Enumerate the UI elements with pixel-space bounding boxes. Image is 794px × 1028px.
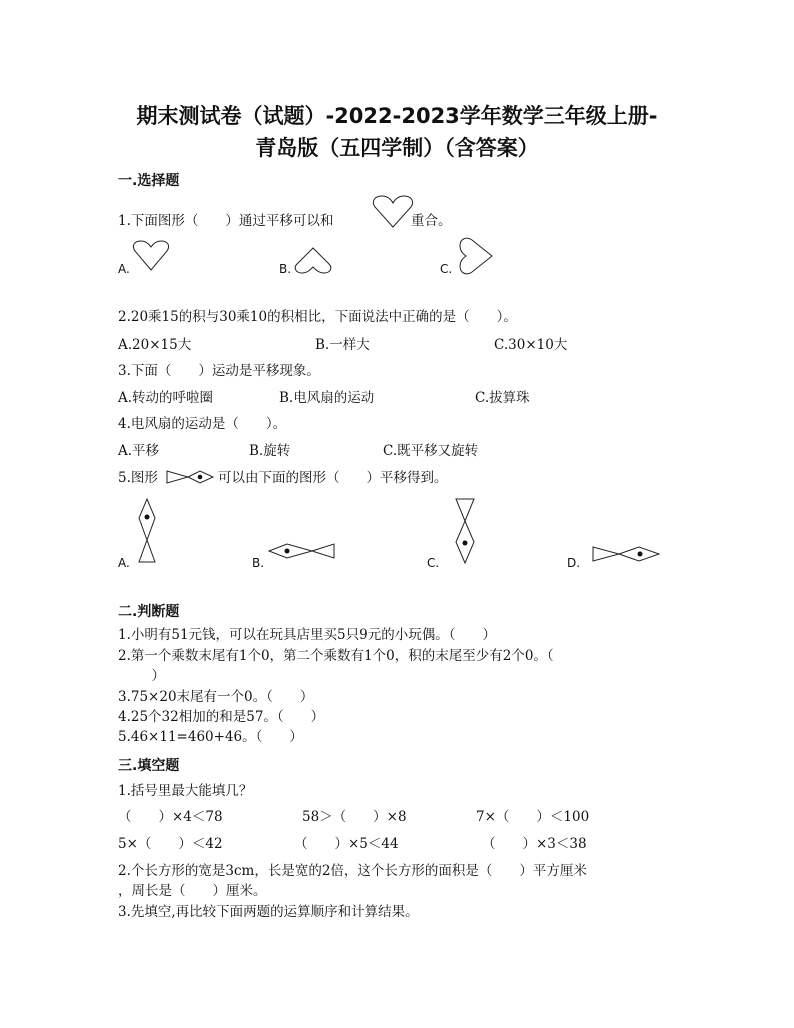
question-4-text: 4.电风扇的运动是（ ）。: [118, 416, 287, 432]
fish-shape-option-d: [592, 546, 660, 562]
fill-question-1-text: 1.括号里最大能填几？: [118, 783, 253, 799]
question-4-option-a: A.平移: [118, 443, 160, 459]
question-3-option-a: A.转动的呼啦圈: [118, 390, 214, 406]
fill-question-2-line-1: 2.个长方形的宽是3cm，长是宽的2倍，这个长方形的面积是（ ）平方厘米: [118, 863, 587, 879]
question-2-text: 2.20乘15的积与30乘10的积相比，下面说法中正确的是（ ）。: [118, 309, 517, 325]
question-1-text: 1.下面图形（ ）通过平移可以和: [118, 213, 334, 229]
question-1-text-end: 重合。: [411, 213, 452, 229]
judgment-item-2: 2.第一个乘数末尾有1个0，第二个乘数有1个0，积的末尾至少有2个0。（: [118, 648, 554, 664]
fish-shape-option-a: [138, 498, 156, 564]
question-3-option-c: C.拔算珠: [475, 390, 530, 406]
section-heading-judgment: 二.判断题: [118, 604, 180, 620]
question-4-option-c: C.既平移又旋转: [383, 443, 479, 459]
question-1-option-c-label: C.: [440, 262, 453, 276]
judgment-item-2-continued: ）: [138, 668, 165, 684]
fill-question-1-row-1-item-1: （ ）×4＜78: [118, 809, 223, 825]
fill-question-1-row-2-item-3: （ ）×3＜38: [482, 836, 587, 852]
judgment-item-1: 1.小明有51元钱，可以在玩具店里买5只9元的小玩偶。（ ）: [118, 627, 496, 643]
question-5-option-b-label: B.: [252, 556, 265, 570]
judgment-item-4: 4.25个32相加的和是57。（ ）: [118, 709, 325, 725]
fill-question-1-row-2-item-2: （ ）×5＜44: [294, 836, 399, 852]
heart-shape-option-c: [454, 237, 494, 275]
page-title-line-2: 青岛版（五四学制）（含答案）: [255, 136, 539, 160]
question-5-option-c-label: C.: [427, 556, 440, 570]
judgment-item-5: 5.46×11=460+46。（ ）: [118, 729, 303, 745]
fill-question-1-row-1-item-2: 58＞（ ）×8: [302, 809, 407, 825]
heart-shape-option-b: [293, 246, 333, 274]
question-2-option-b: B.一样大: [315, 337, 370, 353]
heart-shape-reference: [372, 195, 414, 229]
question-5-option-a-label: A.: [118, 556, 130, 570]
section-heading-fill-in: 三.填空题: [118, 758, 180, 774]
question-5-option-d-label: D.: [567, 556, 581, 570]
page-title-line-1: 期末测试卷（试题）-2022-2023学年数学三年级上册-: [136, 104, 658, 128]
fill-question-1-row-2-item-1: 5×（ ）＜42: [118, 836, 223, 852]
question-2-option-a: A.20×15大: [118, 337, 192, 353]
fish-shape-option-b: [268, 543, 336, 559]
question-2-option-c: C.30×10大: [494, 337, 568, 353]
fill-question-2-line-2: ，周长是（ ）厘米。: [118, 883, 267, 899]
fish-shape-reference: [166, 470, 214, 484]
question-5-text: 5.图形: [118, 470, 158, 486]
question-5-text-end: 可以由下面的图形（ ）平移得到。: [218, 470, 448, 486]
question-3-text: 3.下面（ ）运动是平移现象。: [118, 363, 320, 379]
question-3-option-b: B.电风扇的运动: [279, 390, 375, 406]
question-1-option-b-label: B.: [279, 262, 292, 276]
fish-shape-option-c: [455, 498, 475, 564]
question-4-option-b: B.旋转: [249, 443, 291, 459]
judgment-item-3: 3.75×20末尾有一个0。（ ）: [118, 689, 314, 705]
question-1-option-a-label: A.: [118, 262, 130, 276]
section-heading-choice: 一.选择题: [118, 173, 180, 189]
fill-question-3-text: 3.先填空,再比较下面两题的运算顺序和计算结果。: [118, 904, 419, 920]
heart-shape-option-a: [132, 240, 170, 272]
fill-question-1-row-1-item-3: 7×（ ）＜100: [476, 809, 590, 825]
